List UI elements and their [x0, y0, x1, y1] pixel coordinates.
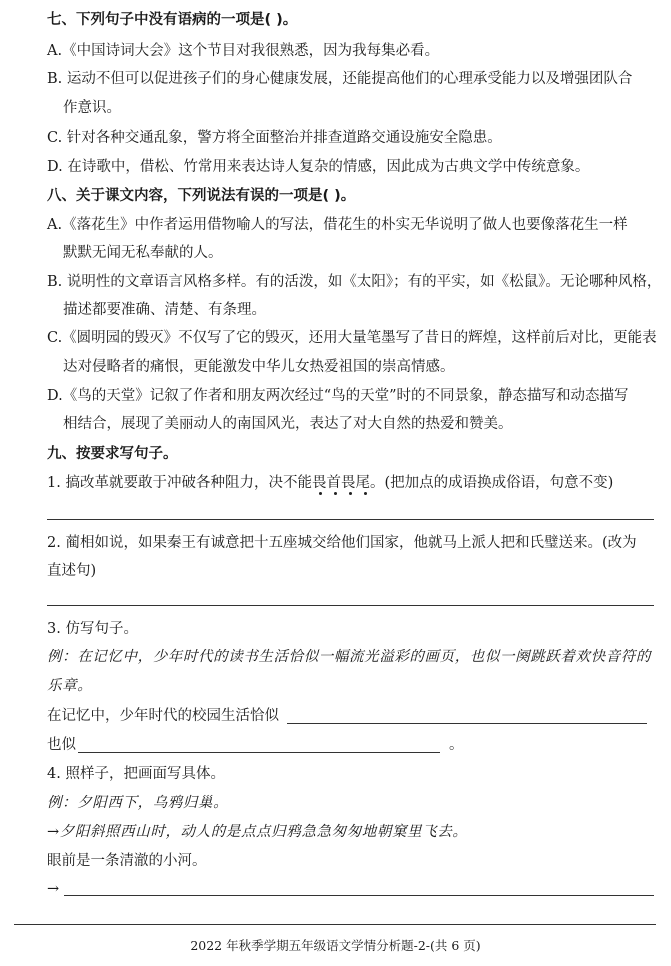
q9-sentence-2-cont: 直述句) [47, 563, 97, 579]
emphasis-dot [349, 492, 352, 495]
q7-option-c: C. 针对各种交通乱象，警方将全面整治并排查道路交通设施安全隐患。 [47, 130, 502, 146]
q8-option-a-cont: 默默无闻无私奉献的人。 [63, 245, 223, 261]
q8-title: 八、关于课文内容，下列说法有误的一项是( )。 [47, 188, 356, 204]
q9-title: 九、按要求写句子。 [47, 446, 178, 462]
q7-option-b: B. 运动不但可以促进孩子们的身心健康发展，还能提高他们的心理承受能力以及增强团队合 [47, 71, 633, 87]
q8-option-c: C.《圆明园的毁灭》不仅写了它的毁灭，还用大量笔墨写了昔日的辉煌，这样前后对比，更能表 [47, 330, 657, 346]
q8-option-c-cont: 达对侵略者的痛恨，更能激发中华儿女热爱祖国的崇高情感。 [63, 359, 455, 375]
arrow-icon: → [47, 881, 60, 897]
emphasis-dot [364, 492, 367, 495]
emphasis-dot [319, 492, 322, 495]
answer-line-4[interactable] [64, 895, 654, 896]
answer-line-3b[interactable] [78, 752, 440, 753]
q7-option-d: D. 在诗歌中，借松、竹常用来表达诗人复杂的情感，因此成为古典文学中传统意象。 [47, 159, 590, 175]
q8-option-b-cont: 描述都要准确、清楚、有条理。 [63, 302, 266, 318]
page-footer: 2022 年秋季学期五年级语文学情分析题-2-(共 6 页) [190, 938, 481, 953]
q7-title: 七、下列句子中没有语病的一项是( )。 [47, 12, 298, 28]
q9-example-4: 例：夕阳西下，乌鸦归巢。 [47, 795, 229, 811]
q7-option-a: A.《中国诗词大会》这个节目对我很熟悉，因为我每集必看。 [47, 43, 440, 59]
q9-example-3-cont: 乐章。 [47, 678, 93, 694]
answer-line-2[interactable] [47, 605, 654, 606]
answer-line-3a[interactable] [287, 723, 647, 724]
q9-sentence-4: 4. 照样子，把画面写具体。 [47, 766, 225, 782]
q9-example-4-answer: →夕阳斜照西山时，动人的是点点归鸦急急匆匆地朝窠里飞去。 [47, 824, 468, 840]
q8-option-d-cont: 相结合，展现了美丽动人的南国风光，表达了对大自然的热爱和赞美。 [63, 416, 513, 432]
q8-option-a: A.《落花生》中作者运用借物喻人的写法，借花生的朴实无华说明了做人也要像落花生一样 [47, 217, 628, 233]
q8-option-b: B. 说明性的文章语言风格多样。有的活泼，如《太阳》；有的平实，如《松鼠》。无论哪种风格， [47, 274, 662, 290]
answer-line-1[interactable] [47, 519, 654, 520]
q8-option-d: D.《鸟的天堂》记叙了作者和朋友两次经过“鸟的天堂”时的不同景象，静态描写和动态描写 [47, 388, 629, 404]
footer-divider [14, 924, 656, 925]
q9-example-3: 例：在记忆中，少年时代的读书生活恰似一幅流光溢彩的画页，也似一阕跳跃着欢快音符的 [47, 649, 651, 665]
q9-sentence-3: 3. 仿写句子。 [47, 621, 138, 637]
q9-prompt-3b: 也似 [47, 737, 76, 753]
q9-sentence-1: 1. 搞改革就要敢于冲破各种阻力，决不能畏首畏尾。(把加点的成语换成俗语，句意不变) [47, 475, 614, 491]
emphasis-dot [334, 492, 337, 495]
q9-prompt-3-end: 。 [449, 737, 464, 753]
q7-option-b-cont: 作意识。 [63, 100, 121, 116]
q9-prompt-3a: 在记忆中，少年时代的校园生活恰似 [47, 708, 279, 724]
q9-question-4: 眼前是一条清澈的小河。 [47, 853, 207, 869]
q9-sentence-2: 2. 蔺相如说，如果秦王有诚意把十五座城交给他们国家，他就马上派人把和氏璧送来。(改为 [47, 535, 637, 551]
